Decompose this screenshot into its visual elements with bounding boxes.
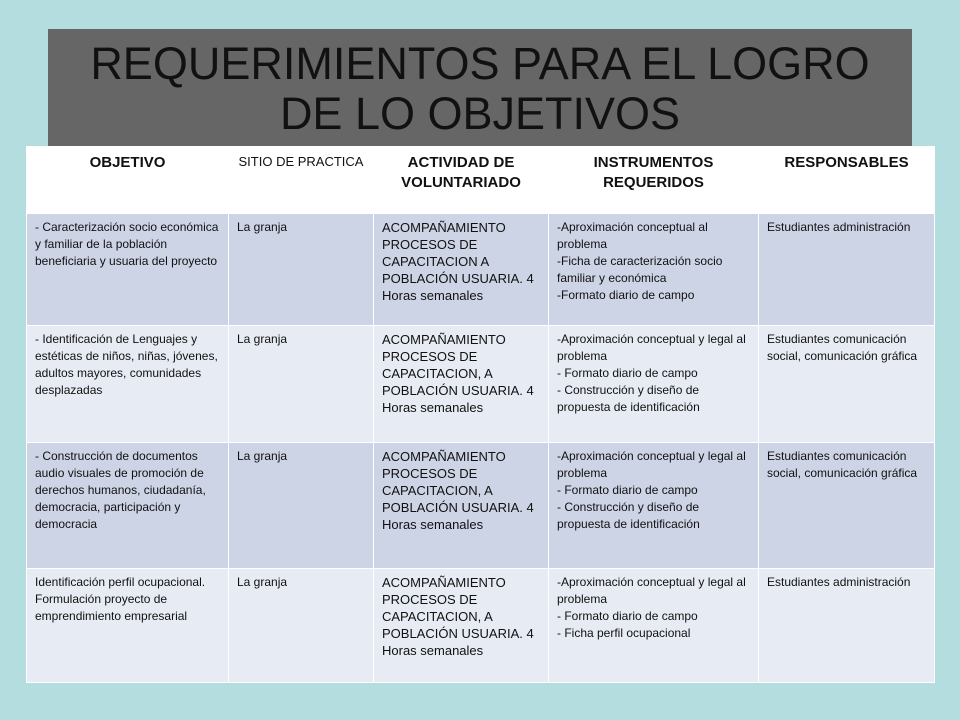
cell-instrumentos: -Aproximación conceptual y legal al problema - Formato diario de campo - Construcción y diseño de propuesta de identificación bbox=[549, 443, 759, 569]
cell-instrumentos: -Aproximación conceptual y legal al problema - Formato diario de campo - Construcción y diseño de propuesta de identificación bbox=[549, 326, 759, 443]
table-header-row bbox=[27, 147, 935, 213]
cell-instrumentos: -Aproximación conceptual al problema -Ficha de caracterización socio familiar y económica -Formato diario de campo bbox=[549, 213, 759, 326]
cell-actividad: ACOMPAÑAMIENTO PROCESOS DE CAPACITACION, A POBLACIÓN USUARIA. 4 Horas semanales bbox=[374, 326, 549, 443]
table-row bbox=[27, 569, 935, 683]
cell-sitio: La granja bbox=[229, 326, 374, 443]
table-row bbox=[27, 213, 935, 326]
title-banner bbox=[48, 29, 912, 149]
table-row bbox=[27, 326, 935, 443]
header-sitio: SITIO DE PRACTICA bbox=[229, 147, 374, 213]
cell-objetivo: - Caracterización socio económica y familiar de la población beneficiaria y usuaria del proyecto bbox=[27, 213, 229, 326]
header-actividad: ACTIVIDAD DE VOLUNTARIADO bbox=[374, 147, 549, 213]
cell-sitio: La granja bbox=[229, 213, 374, 326]
cell-actividad: ACOMPAÑAMIENTO PROCESOS DE CAPACITACION, A POBLACIÓN USUARIA. 4 Horas semanales bbox=[374, 443, 549, 569]
requirements-table bbox=[26, 146, 935, 683]
cell-responsables: Estudiantes administración bbox=[759, 569, 935, 683]
table-row bbox=[27, 443, 935, 569]
cell-objetivo: - Construcción de documentos audio visuales de promoción de derechos humanos, ciudadanía, democracia, participación y democracia bbox=[27, 443, 229, 569]
cell-actividad: ACOMPAÑAMIENTO PROCESOS DE CAPACITACION A POBLACIÓN USUARIA. 4 Horas semanales bbox=[374, 213, 549, 326]
cell-actividad: ACOMPAÑAMIENTO PROCESOS DE CAPACITACION, A POBLACIÓN USUARIA. 4 Horas semanales bbox=[374, 569, 549, 683]
cell-responsables: Estudiantes comunicación social, comunicación gráfica bbox=[759, 443, 935, 569]
cell-sitio: La granja bbox=[229, 569, 374, 683]
header-instrumentos: INSTRUMENTOS REQUERIDOS bbox=[549, 147, 759, 213]
header-objetivo: OBJETIVO bbox=[27, 147, 229, 213]
cell-sitio: La granja bbox=[229, 443, 374, 569]
cell-objetivo: - Identificación de Lenguajes y estéticas de niños, niñas, jóvenes, adultos mayores, comunidades desplazadas bbox=[27, 326, 229, 443]
header-responsables: RESPONSABLES bbox=[759, 147, 935, 213]
cell-responsables: Estudiantes comunicación social, comunicación gráfica bbox=[759, 326, 935, 443]
cell-objetivo: Identificación perfil ocupacional. Formulación proyecto de emprendimiento empresarial bbox=[27, 569, 229, 683]
cell-instrumentos: -Aproximación conceptual y legal al problema - Formato diario de campo - Ficha perfil ocupacional bbox=[549, 569, 759, 683]
page-title: REQUERIMIENTOS PARA EL LOGRO DE LO OBJETIVOS bbox=[90, 38, 870, 139]
cell-responsables: Estudiantes administración bbox=[759, 213, 935, 326]
